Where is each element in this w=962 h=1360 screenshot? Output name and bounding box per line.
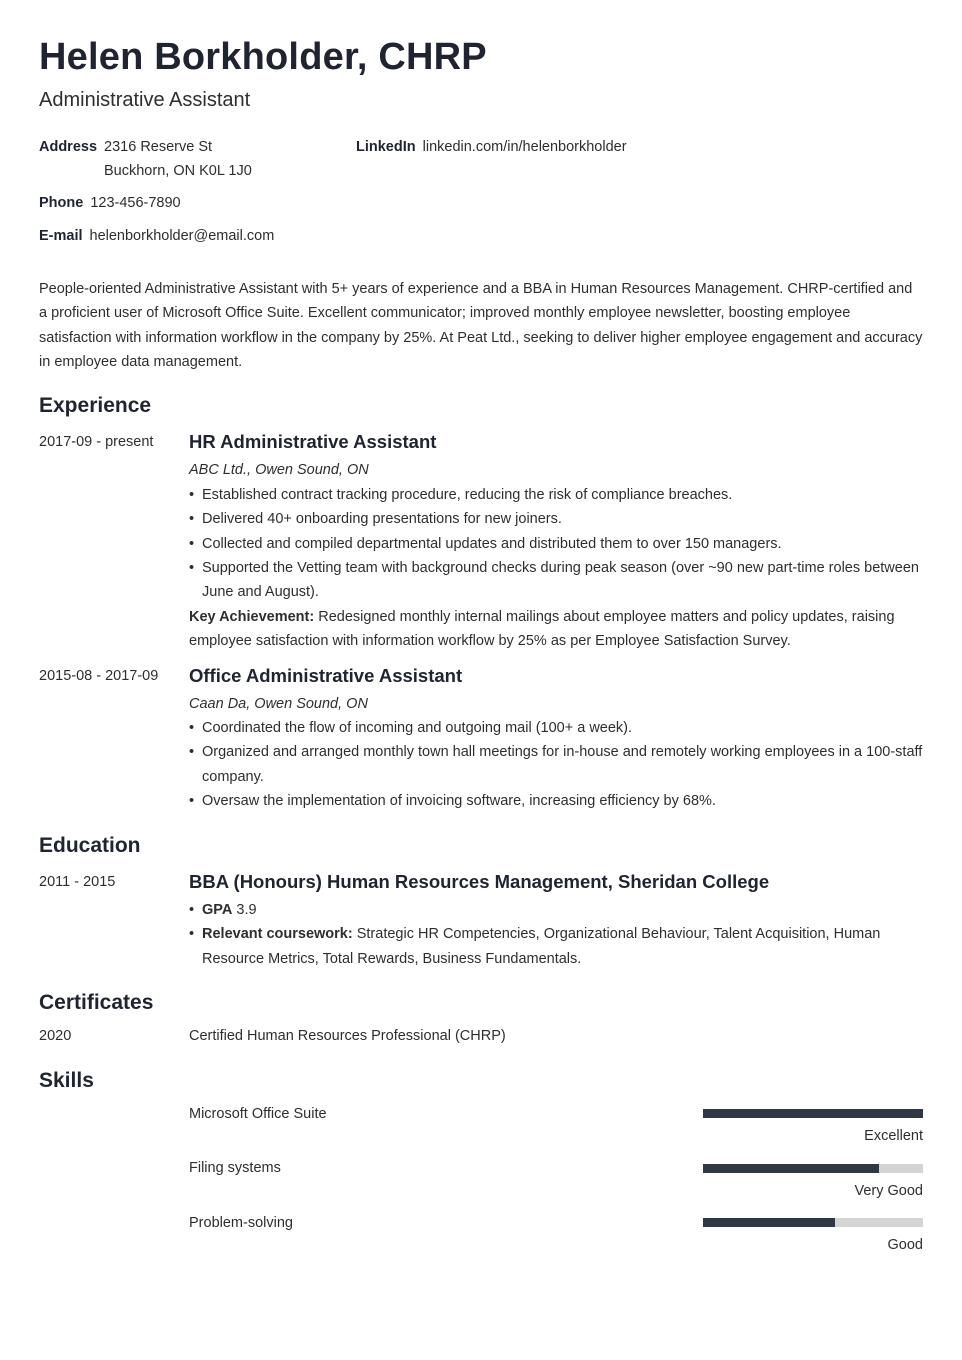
certificate-year: 2020: [39, 1028, 72, 1044]
key-achievement-text: Redesigned monthly internal mailings about employee matters and policy updates, raising employee satisfaction with information workflow by 25% as per Employee Satisfaction Survey.: [189, 609, 895, 650]
address-label: Address: [39, 139, 98, 155]
certificates-heading: Certificates: [39, 991, 154, 1014]
job-2-company: Caan Da, Owen Sound, ON: [189, 696, 368, 712]
address-block: [39, 135, 212, 159]
gpa-item: [189, 898, 929, 922]
skills-heading: Skills: [39, 1069, 94, 1092]
experience-heading: Experience: [39, 394, 152, 417]
skill-2-bar-fill: [703, 1164, 879, 1173]
job-1-bullets: [189, 483, 929, 604]
coursework-item: [189, 922, 929, 971]
linkedin-link[interactable]: linkedin.com/in/helenborkholder: [422, 139, 627, 155]
list-item: • Oversaw the implementation of invoicing software, increasing efficiency by 68%.: [189, 789, 929, 813]
address-line2: Buckhorn, ON K0L 1J0: [104, 163, 252, 179]
email-block: [39, 224, 274, 248]
skill-1-level: Excellent: [864, 1128, 923, 1144]
list-item: • Supported the Vetting team with background checks during peak season (over ~90 new part-time roles between June and August).: [189, 556, 929, 605]
skill-3-bar: [703, 1218, 923, 1227]
skill-2-level: Very Good: [854, 1183, 923, 1199]
skill-1-name: Microsoft Office Suite: [189, 1106, 327, 1122]
coursework-text: Strategic HR Competencies, Organizational Behaviour, Talent Acquisition, Human Resource Metrics, Total Rewards, Business Fundamentals.: [202, 926, 881, 967]
profile-summary: People-oriented Administrative Assistant with 5+ years of experience and a BBA in Human Resources Management. CHRP-certified and a proficient user of Microsoft Office Suite. Excellent communicator; improved monthly employee newsletter, boosting employee satisfaction with information workflow in the company by 25%. At Peat Ltd., seeking to deliver higher employee engagement and accuracy in employee data management.: [39, 281, 923, 370]
skill-3-level: Good: [887, 1237, 923, 1253]
coursework-label: Relevant coursework:: [202, 926, 353, 943]
job-1-key-achievement: [189, 605, 929, 654]
phone-block: [39, 191, 181, 215]
address-line1: 2316 Reserve St: [104, 139, 213, 155]
job-1-company: ABC Ltd., Owen Sound, ON: [189, 462, 369, 478]
email-label: E-mail: [39, 228, 83, 244]
skill-2-name: Filing systems: [189, 1160, 281, 1176]
list-item: • Delivered 40+ onboarding presentations for new joiners.: [189, 507, 929, 531]
job-target-title: Administrative Assistant: [39, 89, 251, 111]
key-achievement-label: Key Achievement:: [189, 609, 315, 625]
phone-value: 123-456-7890: [90, 195, 181, 211]
email-link[interactable]: helenborkholder@email.com: [89, 228, 275, 244]
gpa-label: GPA: [202, 902, 233, 918]
phone-label: Phone: [39, 195, 84, 211]
candidate-name: Helen Borkholder, CHRP: [39, 36, 487, 78]
list-item: • Coordinated the flow of incoming and outgoing mail (100+ a week).: [189, 716, 929, 740]
job-1-dates: 2017-09 - present: [39, 434, 154, 450]
education-degree: BBA (Honours) Human Resources Management, Sheridan College: [189, 871, 770, 892]
skill-1-bar-fill: [703, 1109, 923, 1118]
list-item: • Organized and arranged monthly town hall meetings for in-house and remotely working employees in a 100-staff company.: [189, 740, 929, 789]
skill-2-bar: [703, 1164, 923, 1173]
linkedin-label: LinkedIn: [356, 139, 416, 155]
education-bullets: [189, 898, 929, 971]
skill-3-name: Problem-solving: [189, 1215, 293, 1231]
job-1-title: HR Administrative Assistant: [189, 431, 437, 452]
list-item: • Collected and compiled departmental updates and distributed them to over 150 managers.: [189, 532, 929, 556]
skill-3-bar-fill: [703, 1218, 835, 1227]
list-item: • Established contract tracking procedure, reducing the risk of compliance breaches.: [189, 483, 929, 507]
certificate-name: Certified Human Resources Professional (CHRP): [189, 1028, 506, 1044]
skill-1-bar: [703, 1109, 923, 1118]
job-2-title: Office Administrative Assistant: [189, 665, 463, 686]
linkedin-block: [356, 135, 627, 159]
education-dates: 2011 - 2015: [39, 874, 116, 890]
job-2-dates: 2015-08 - 2017-09: [39, 668, 159, 684]
education-heading: Education: [39, 834, 141, 857]
job-2-bullets: [189, 716, 929, 813]
gpa-value: 3.9: [232, 902, 257, 918]
